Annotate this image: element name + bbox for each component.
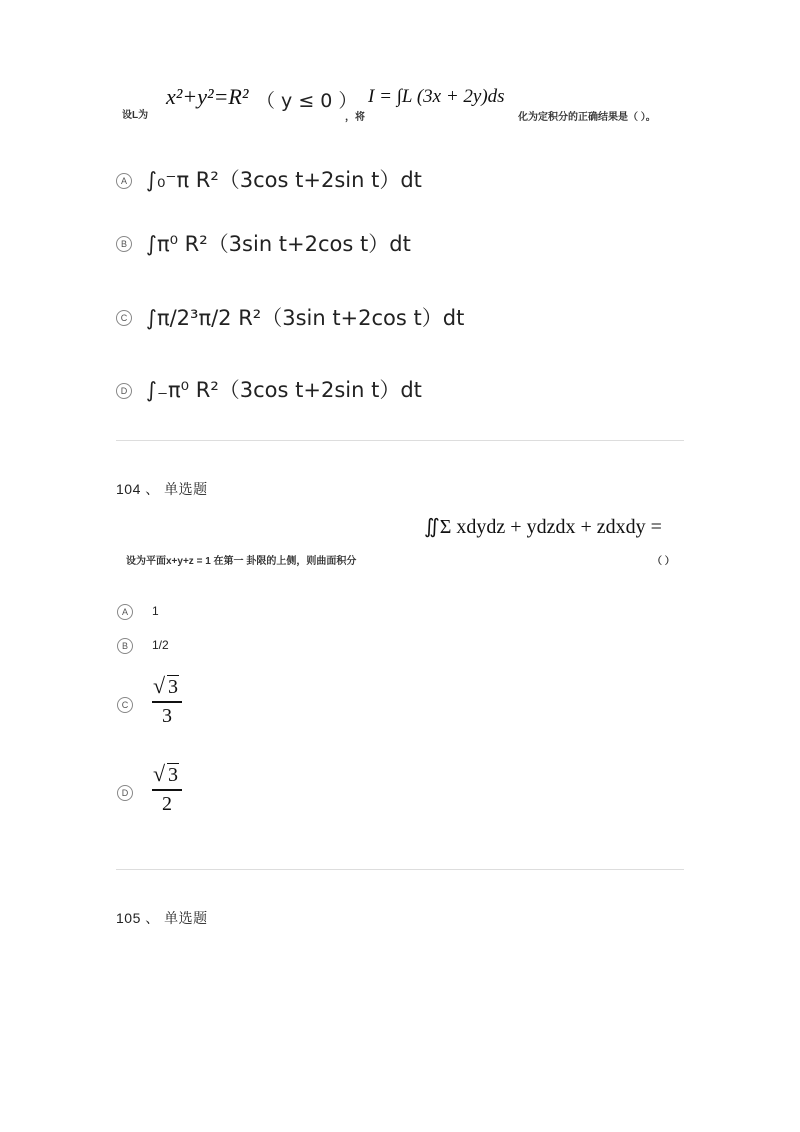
q103-option-b-expression: ∫π⁰ R²（3sin t+2cos t）dt (146, 232, 411, 256)
q104-option-b-radio[interactable]: B (117, 638, 133, 654)
q103-option-c-expression: ∫π/2³π/2 R²（3sin t+2cos t）dt (146, 306, 465, 330)
q103-option-a-radio[interactable]: A (116, 173, 132, 189)
q104-option-c-fraction (152, 676, 182, 728)
q104-option-a-radio[interactable]: A (117, 604, 133, 620)
q104-option-d-radio[interactable]: D (117, 785, 133, 801)
q104-option-b-text: 1/2 (152, 638, 169, 652)
q105-heading: 105 、 单选题 (116, 910, 208, 926)
q103-integral-expression: I = ∫L (3x + 2y)ds (368, 86, 505, 107)
q104-prefix: 设为平面x+y+z = 1 在第一 卦限的上侧，则曲面积分 (126, 556, 357, 567)
q103-option-b-radio[interactable]: B (116, 236, 132, 252)
q103-option-d-radio[interactable]: D (116, 383, 132, 399)
q104-option-d-fraction (152, 764, 182, 816)
q103-option-c-radio[interactable]: C (116, 310, 132, 326)
q104-option-a-text: 1 (152, 604, 159, 618)
q104-paren: （ ） (652, 556, 675, 567)
q103-prefix: 设L为 (122, 110, 149, 121)
q103-suffix: 化为定积分的正确结果是（ ）。 (518, 112, 656, 123)
q104-surface-integral: ∬Σ xdydz + ydzdx + zdxdy = (424, 516, 662, 538)
q103-mid-text: ，将 (345, 112, 365, 123)
q103-curve-equation: x²+y²=R² (166, 84, 249, 109)
q104-option-c-radio[interactable]: C (117, 697, 133, 713)
q103-condition: （ y ≤ 0 ） (256, 90, 358, 112)
q103-option-a-expression: ∫₀⁻π R²（3cos t+2sin t）dt (146, 168, 422, 192)
q104-heading: 104 、 单选题 (116, 481, 208, 497)
q104-option-c-denominator: 3 (162, 704, 172, 727)
divider-104 (116, 869, 684, 870)
q104-option-d-numerator: 3 (168, 764, 178, 786)
q104-option-c-numerator: 3 (168, 676, 178, 698)
q104-option-d-denominator: 2 (162, 792, 172, 815)
divider-103 (116, 440, 684, 441)
q103-option-d-expression: ∫₋π⁰ R²（3cos t+2sin t）dt (146, 378, 422, 402)
